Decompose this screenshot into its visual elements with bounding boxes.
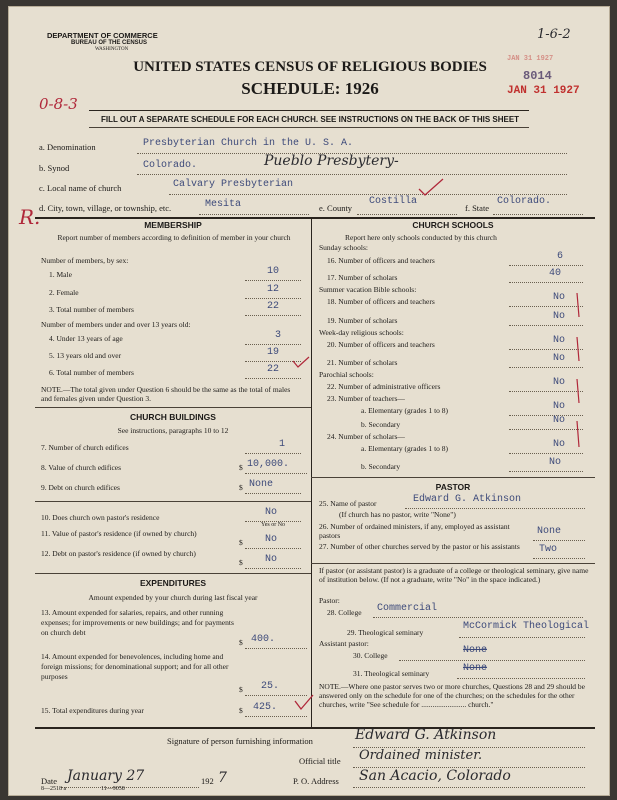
school-q24-label: 24. Number of scholars— [327, 432, 405, 441]
school-q23b-label: b. Secondary [361, 420, 401, 429]
edifices-count-value[interactable]: 1 [279, 439, 286, 450]
edifices-count-label: 7. Number of church edifices [41, 443, 129, 452]
assistant-ministers-label: 26. Number of ordained ministers, if any, employed as assistant pastors [319, 522, 510, 540]
grid-top-rule [35, 217, 595, 219]
school-q17-label: 17. Number of scholars [327, 273, 398, 282]
school-q16-line [509, 265, 583, 266]
other-churches-value[interactable]: Two [539, 544, 558, 555]
graduate-note: If pastor (or assistant pastor) is a graduate of a college or theological seminary, give name of institution below. (If not a graduate, write "No" in the space indicated.) [319, 566, 589, 584]
school-q17-line [509, 282, 583, 283]
pastor-college-value[interactable]: Commercial [377, 603, 438, 614]
school-q21-label: 21. Number of scholars [327, 358, 398, 367]
school-q19-value[interactable]: No [553, 311, 566, 322]
female-label: 2. Female [49, 288, 79, 297]
school-q23b-value[interactable]: No [553, 415, 566, 426]
male-label: 1. Male [49, 270, 72, 279]
school-q22-value[interactable]: No [553, 377, 566, 388]
owns-residence-value[interactable]: No [265, 507, 278, 518]
school-q17-value[interactable]: 40 [549, 268, 562, 279]
school-q24a-value[interactable]: No [553, 439, 566, 450]
received-date-stamp: JAN 31 1927 [507, 85, 580, 97]
total-expenditures-line [245, 716, 307, 717]
official-title-value[interactable]: Ordained minister. [359, 748, 483, 763]
po-address-value[interactable]: San Acacio, Colorado [359, 768, 511, 784]
year-prefix-label: 192 [201, 776, 214, 786]
county-value[interactable]: Costilla [369, 196, 418, 207]
benevolences-value[interactable]: 25. [261, 681, 280, 692]
total-by-age-label: 6. Total number of members [49, 368, 134, 377]
pastor-education-heading: Pastor: [319, 596, 340, 605]
edifices-debt-value[interactable]: None [249, 479, 274, 490]
pastor-none-hint: (If church has no pastor, write "None") [339, 510, 456, 519]
pastor-rule [311, 477, 595, 478]
title-rule [89, 110, 529, 111]
other-churches-label: 27. Number of other churches served by the pastor or his assistants [319, 542, 520, 551]
total-by-sex-value[interactable]: 22 [267, 301, 280, 312]
summer-schools-heading: Summer vacation Bible schools: [319, 285, 417, 294]
county-line [357, 214, 457, 215]
assistant-college-label: 30. College [353, 651, 388, 660]
pastor-name-line [405, 508, 585, 509]
pastor-name-label: 25. Name of pastor [319, 499, 377, 508]
school-q21-value[interactable]: No [553, 353, 566, 364]
pastor-college-label: 28. College [327, 608, 362, 617]
running-expenses-value[interactable]: 400. [251, 634, 276, 645]
assistant-ministers-value[interactable]: None [537, 526, 562, 537]
city-label: WASHINGTON [95, 47, 129, 52]
under-13-value[interactable]: 3 [275, 330, 282, 341]
school-q24b-label: b. Secondary [361, 462, 401, 471]
running-expenses-line [245, 648, 307, 649]
edifices-debt-line [245, 493, 301, 494]
edifices-value-line [245, 473, 307, 474]
other-churches-line [533, 558, 585, 559]
pastor-seminary-label: 29. Theological seminary [347, 628, 424, 637]
residence-rule [35, 501, 311, 502]
school-q19-label: 19. Number of scholars [327, 316, 398, 325]
signature-value[interactable]: Edward G. Atkinson [355, 727, 497, 743]
members-by-sex-heading: Number of members, by sex: [41, 256, 129, 265]
edifices-debt-label: 9. Debt on church edifices [41, 483, 120, 492]
under-13-line [245, 344, 301, 345]
total-expenditures-label: 15. Total expenditures during year [41, 706, 144, 715]
denomination-label: a. Denomination [39, 142, 96, 152]
local-name-label: c. Local name of church [39, 183, 122, 193]
pastor-seminary-line [459, 637, 585, 638]
state-value[interactable]: Colorado. [497, 196, 552, 207]
membership-title: MEMBERSHIP [144, 220, 202, 230]
faint-date-stamp: JAN 31 1927 [507, 55, 554, 63]
buildings-title: CHURCH BUILDINGS [130, 412, 216, 422]
female-value[interactable]: 12 [267, 284, 280, 295]
school-q24a-label: a. Elementary (grades 1 to 8) [361, 444, 449, 453]
synod-label: b. Synod [39, 163, 70, 173]
owns-residence-label: 10. Does church own pastor's residence [41, 513, 160, 522]
residence-debt-line [245, 568, 301, 569]
dollar-sign: $ [239, 685, 243, 694]
assistant-seminary-line [457, 678, 585, 679]
residence-debt-value[interactable]: No [265, 554, 278, 565]
schools-title: CHURCH SCHOOLS [412, 220, 494, 230]
school-q16-label: 16. Number of officers and teachers [327, 256, 435, 265]
dollar-sign: $ [239, 638, 243, 647]
schedule-year: SCHEDULE: 1926 [241, 79, 379, 98]
assistant-college-value[interactable]: None [463, 645, 488, 656]
school-q23-label: 23. Number of teachers— [327, 394, 405, 403]
male-value[interactable]: 10 [267, 266, 280, 277]
denomination-value[interactable]: Presbyterian Church in the U. S. A. [143, 138, 354, 149]
residence-value-line [245, 548, 301, 549]
assistant-ministers-line [533, 540, 585, 541]
residence-debt-label: 12. Debt on pastor's residence (if owned by church) [41, 549, 196, 558]
school-q22-label: 22. Number of administrative officers [327, 382, 441, 391]
census-schedule-sheet [8, 6, 610, 796]
membership-intro: Report number of members according to definition of member in your church [57, 233, 291, 242]
dollar-sign: $ [239, 538, 243, 547]
po-address-label: P. O. Address [293, 776, 339, 786]
bureau-label: BUREAU OF THE CENSUS [71, 40, 148, 46]
official-title-label: Official title [299, 756, 341, 766]
dollar-sign: $ [239, 483, 243, 492]
grid-bottom-rule [35, 727, 595, 729]
school-q20-value[interactable]: No [553, 335, 566, 346]
signature-label: Signature of person furnishing information [167, 736, 313, 746]
red-code-handwritten: 0-8-3 [39, 95, 78, 113]
multi-church-note: NOTE.—Where one pastor serves two or more churches, Questions 28 and 29 should be answered only on the schedule for one of the churches; on the schedules for the other churches, write "See schedule for ........................ church." [319, 682, 585, 709]
benevolences-label: 14. Amount expended for benevolences, including home and foreign missions; for denominational support; and for all other purposes [41, 652, 229, 681]
school-q16-value[interactable]: 6 [557, 251, 564, 262]
pastor-title: PASTOR [435, 482, 471, 492]
form-number: 8—2518 a [41, 786, 67, 792]
county-label: e. County [319, 203, 353, 213]
edifices-count-line [245, 453, 301, 454]
city-label: d. City, town, village, or township, etc. [39, 203, 172, 213]
members-by-age-heading: Number of members under and over 13 years old: [41, 320, 191, 329]
total-by-sex-line [245, 315, 301, 316]
school-q18-label: 18. Number of officers and teachers [327, 297, 435, 306]
membership-check-icon [291, 355, 311, 369]
buildings-rule [35, 407, 311, 408]
synod-value[interactable]: Colorado. [143, 160, 198, 171]
expenditures-intro: Amount expended by your church during last fiscal year [88, 593, 258, 602]
form-title: UNITED STATES CENSUS OF RELIGIOUS BODIES [133, 59, 487, 75]
po-address-line [353, 787, 585, 788]
school-q23a-label: a. Elementary (grades 1 to 8) [361, 406, 449, 415]
over-13-label: 5. 13 years old and over [49, 351, 122, 360]
male-line [245, 280, 301, 281]
city-line [199, 214, 309, 215]
title-rule-lower [89, 127, 529, 128]
instruction-line: FILL OUT A SEPARATE SCHEDULE FOR EACH CHURCH. SEE INSTRUCTIONS ON THE BACK OF THIS SHEET [100, 115, 520, 124]
dollar-sign: $ [239, 463, 243, 472]
parochial-schools-heading: Parochial schools: [319, 370, 374, 379]
total-check-icon [293, 693, 315, 711]
pastor-seminary-value[interactable]: McCormick Theological [463, 621, 590, 632]
file-number-handwritten: 1-6-2 [537, 27, 571, 42]
running-expenses-label: 13. Amount expended for salaries, repairs, and other running expenses; for improvements or new buildings; and for payments on church debt [41, 608, 234, 637]
under-13-label: 4. Under 13 years of age [49, 334, 123, 343]
received-number-stamp: 8014 [523, 69, 552, 83]
expenditures-title: EXPENDITURES [139, 578, 207, 588]
synod-line [137, 174, 567, 175]
yes-or-no-hint: Yes or No [261, 522, 286, 528]
total-by-age-line [245, 378, 301, 379]
over-13-value[interactable]: 19 [267, 347, 280, 358]
expenditures-rule [35, 573, 311, 574]
presbytery-handwritten: Pueblo Presbytery- [264, 153, 399, 169]
state-line [493, 214, 583, 215]
department-label: DEPARTMENT OF COMMERCE [47, 31, 158, 40]
pastor-name-value[interactable]: Edward G. Atkinson [413, 494, 522, 505]
education-rule [311, 563, 595, 564]
dollar-sign: $ [239, 558, 243, 567]
assistant-education-heading: Assistant pastor: [319, 639, 369, 648]
grid-center-divider [311, 217, 312, 727]
school-q18-value[interactable]: No [553, 292, 566, 303]
state-label: f. State [465, 203, 490, 213]
residence-value-value[interactable]: No [265, 534, 278, 545]
assistant-seminary-value[interactable]: None [463, 663, 488, 674]
total-by-age-value[interactable]: 22 [267, 364, 280, 375]
residence-value-label: 11. Value of pastor's residence (if owned by church) [41, 529, 197, 538]
local-name-value[interactable]: Calvary Presbyterian [173, 179, 294, 190]
school-q23a-value[interactable]: No [553, 401, 566, 412]
date-value[interactable]: January 27 [67, 768, 145, 784]
pastor-college-line [373, 617, 583, 618]
edifices-value-label: 8. Value of church edifices [41, 463, 122, 472]
year-value[interactable]: 7 [218, 770, 227, 786]
local-name-line [169, 194, 567, 195]
dollar-sign: $ [239, 706, 243, 715]
total-by-sex-label: 3. Total number of members [49, 305, 134, 314]
school-q24b-value[interactable]: No [549, 457, 562, 468]
red-check-marks [549, 287, 589, 477]
edifices-value-value[interactable]: 10,000. [247, 459, 290, 470]
female-line [245, 298, 301, 299]
membership-note: NOTE.—The total given under Question 6 should be the same as the total of males and females given under Question 3. [41, 385, 291, 403]
assistant-seminary-label: 31. Theological seminary [353, 669, 430, 678]
city-value[interactable]: Mesita [205, 199, 242, 210]
date-label: Date [41, 776, 58, 786]
date-line [61, 787, 199, 788]
total-expenditures-value[interactable]: 425. [253, 702, 278, 713]
red-r-mark: R. [19, 205, 41, 229]
school-q20-label: 20. Number of officers and teachers [327, 340, 435, 349]
sunday-schools-heading: Sunday schools: [319, 243, 368, 252]
print-number: 11—9058 [101, 786, 125, 792]
assistant-college-line [399, 660, 585, 661]
weekday-schools-heading: Week-day religious schools: [319, 328, 404, 337]
schools-intro: Report here only schools conducted by this church [345, 233, 497, 242]
county-check-icon [417, 177, 447, 197]
buildings-intro: See instructions, paragraphs 10 to 12 [117, 426, 229, 435]
